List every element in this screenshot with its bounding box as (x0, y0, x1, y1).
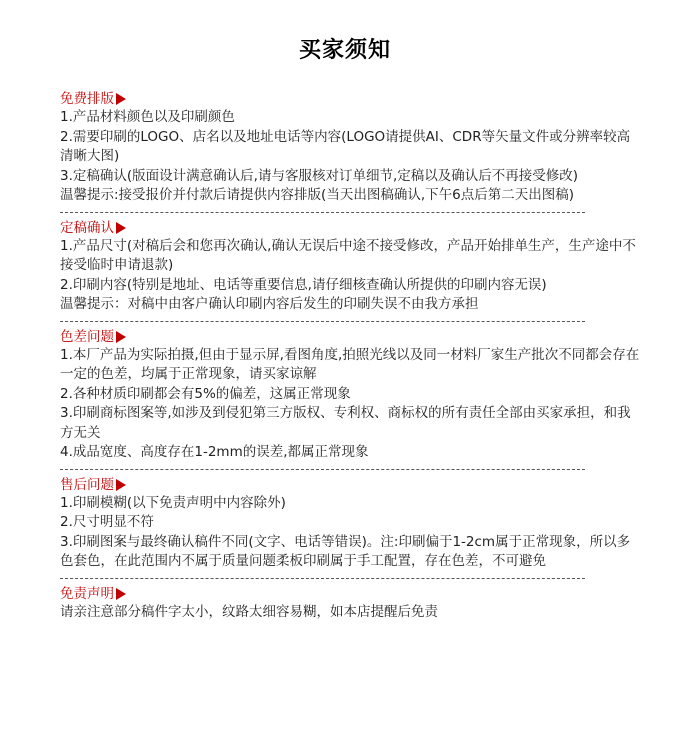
section-heading (60, 585, 640, 603)
section-heading-label: 色差问题 (60, 328, 114, 345)
section-line: 2.尺寸明显不符 (60, 514, 154, 530)
dashed-divider (60, 469, 585, 470)
notice-content (60, 90, 640, 622)
section-line: 2.印刷内容(特别是地址、电话等重要信息,请仔细核查确认所提供的印刷内容无误) (60, 276, 547, 293)
section-disclaimer (60, 585, 640, 623)
section-line: 3.印刷商标图案等,如涉及到侵犯第三方版权、专利权、商标权的所有责任全部由买家承担，和我方无关 (60, 405, 631, 441)
section-free-layout (60, 90, 640, 206)
play-arrow-icon (116, 588, 126, 600)
dashed-divider (60, 321, 585, 322)
section-heading (60, 476, 640, 494)
section-line: 1.印刷模糊(以下免责声明中内容除外) (60, 494, 286, 511)
section-line: 2.需要印刷的LOGO、店名以及地址电话等内容(LOGO请提供AI、CDR等矢量文件或分辨率较高清晰大图) (60, 128, 631, 164)
section-after-sales (60, 476, 640, 572)
play-arrow-icon (116, 331, 126, 343)
section-line: 1.产品材料颜色以及印刷颜色 (60, 109, 235, 125)
section-line: 2.各种材质印刷都会有5%的偏差，这属正常现象 (60, 385, 351, 402)
section-line: 3.定稿确认(版面设计满意确认后,请与客服核对订单细节,定稿以及确认后不再接受修改) (60, 167, 578, 184)
section-heading (60, 328, 640, 346)
play-arrow-icon (116, 93, 126, 105)
section-heading-label: 免责声明 (60, 585, 114, 602)
play-arrow-icon (116, 222, 126, 234)
section-heading-label: 定稿确认 (60, 219, 114, 236)
section-color-difference (60, 328, 640, 463)
section-heading (60, 219, 640, 237)
section-heading-label: 免费排版 (60, 91, 114, 107)
section-heading-label: 售后问题 (60, 476, 114, 493)
section-draft-confirm (60, 219, 640, 315)
section-line: 请亲注意部分稿件字太小，纹路太细容易糊，如本店提醒后免责 (60, 603, 438, 620)
section-line: 温馨提示：对稿中由客户确认印刷内容后发生的印刷失误不由我方承担 (60, 296, 479, 312)
section-heading (60, 90, 640, 108)
section-line: 1.产品尺寸(对稿后会和您再次确认,确认无误后中途不接受修改，产品开始排单生产，生产途中不接受临时申请退款) (60, 237, 636, 273)
dashed-divider (60, 212, 585, 213)
play-arrow-icon (116, 479, 126, 491)
section-line: 4.成品宽度、高度存在1-2mm的误差,都属正常现象 (60, 444, 369, 460)
section-line: 1.本厂产品为实际拍摄,但由于显示屏,看图角度,拍照光线以及同一材料厂家生产批次不同都会存在一定的色差，均属于正常现象，请买家谅解 (60, 346, 640, 382)
section-line: 3.印刷图案与最终确认稿件不同(文字、电话等错误)。注:印刷偏于1-2cm属于正常现象，所以多色套色，在此范围内不属于质量问题柔板印刷属于手工配置，存在色差，不可避免 (60, 533, 631, 569)
section-line: 温馨提示:接受报价并付款后请提供内容排版(当天出图稿确认,下午6点后第二天出图稿) (60, 187, 574, 203)
dashed-divider (60, 578, 585, 579)
page-title: 买家须知 (298, 38, 391, 63)
